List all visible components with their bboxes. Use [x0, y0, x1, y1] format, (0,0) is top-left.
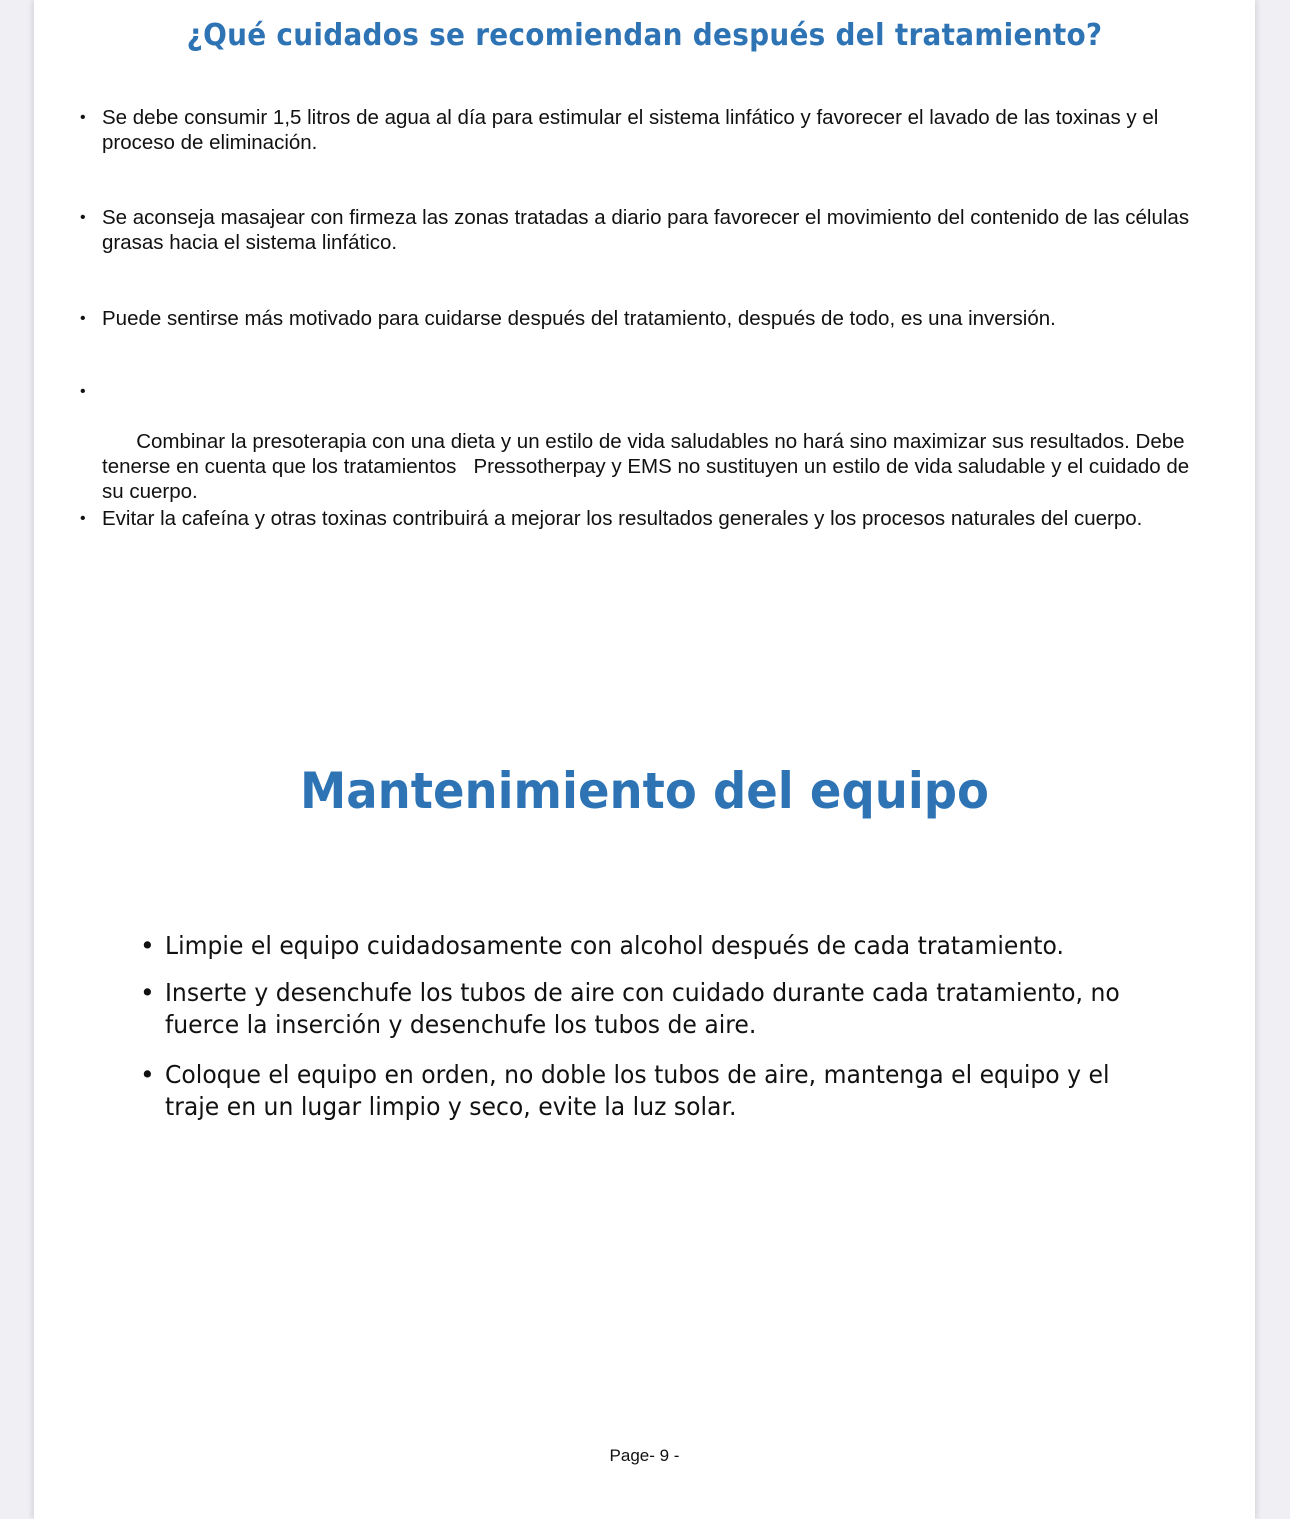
list-item-text: Inserte y desenchufe los tubos de aire con cuidado durante cada tratamiento, no fuerce la inserción y desenchufe los tubos de aire.	[165, 978, 1120, 1039]
list-item-text: Combinar la presoterapia con una dieta y un estilo de vida saludables no hará sino maximizar sus resultados. Debe tenerse en cuenta que los tratamientos Pressotherpay y EMS no sustituyen un estilo de vida saludable y el cuidado de su cuerpo.	[102, 430, 1195, 503]
bullet-icon: •	[80, 510, 86, 527]
list-item-text: Puede sentirse más motivado para cuidarse después del tratamiento, después de todo, es una inversión.	[102, 307, 1056, 330]
bullet-icon: •	[80, 109, 86, 126]
list-item	[74, 306, 1202, 331]
bullet-icon: •	[80, 209, 86, 226]
page-number: Page- 9 -	[609, 1446, 680, 1465]
list-item-text: Limpie el equipo cuidadosamente con alcohol después de cada tratamiento.	[165, 931, 1064, 960]
list-item	[74, 205, 1202, 255]
list-item-text: Coloque el equipo en orden, no doble los tubos de aire, mantenga el equipo y el traje en un lugar limpio y seco, evite la luz solar.	[165, 1060, 1110, 1121]
bullet-icon: •	[140, 1060, 155, 1089]
bullet-icon: •	[140, 931, 155, 960]
list-item	[134, 930, 1205, 962]
list-item-text: Evitar la cafeína y otras toxinas contribuirá a mejorar los resultados generales y los procesos naturales del cuerpo.	[102, 507, 1143, 530]
bullet-icon: •	[80, 310, 86, 327]
list-item-text: Se aconseja masajear con firmeza las zonas tratadas a diario para favorecer el movimiento del contenido de las células grasas hacia el sistema linfático.	[102, 206, 1190, 254]
list-item	[74, 105, 1202, 155]
maintenance-section-title: Mantenimiento del equipo	[299, 762, 990, 820]
bullet-icon: •	[80, 383, 86, 400]
list-item-text: Se debe consumir 1,5 litros de agua al día para estimular el sistema linfático y favorecer el lavado de las toxinas y el proceso de eliminación.	[102, 106, 1159, 154]
list-item	[134, 977, 1205, 1041]
bullet-icon: •	[140, 978, 155, 1007]
document-page	[34, 0, 1255, 1519]
list-item	[134, 1059, 1205, 1123]
list-item	[74, 506, 1202, 531]
care-section-title: ¿Qué cuidados se recomiendan después del tratamiento?	[186, 18, 1103, 53]
